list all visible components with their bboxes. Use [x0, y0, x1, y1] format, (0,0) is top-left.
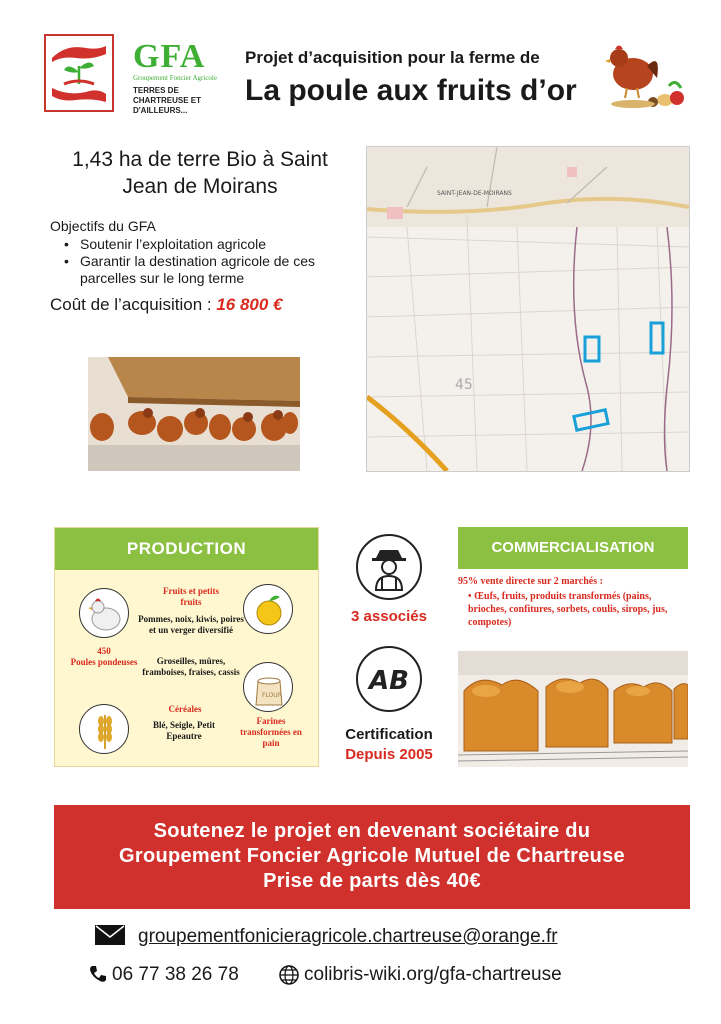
- ab-organic-icon: [356, 646, 422, 712]
- map-town-label: SAINT-JEAN-DE-MOIRANS: [437, 190, 512, 197]
- certification-label: Certification: [345, 726, 433, 743]
- hen-icon: [79, 588, 129, 638]
- support-banner: [54, 805, 690, 909]
- gfa-tagline: TERRES DE CHARTREUSE ET D'AILLEURS...: [133, 86, 202, 115]
- commercialisation-detail: [468, 590, 688, 629]
- list-item: • Garantir la destination agricole de ces parcelles sur le long terme: [64, 253, 354, 287]
- chickens-photo: [88, 357, 300, 471]
- production-heading: PRODUCTION: [55, 528, 318, 570]
- cereals-text: Blé, Seigle, Petit Epeautre: [153, 720, 215, 741]
- commercialisation-detail-text: Œufs, fruits, produits transformés (pains, brioches, confitures, sorbets, coulis, sirops, jus, compotes): [468, 591, 668, 628]
- cereals-title: Céréales: [168, 704, 202, 714]
- farmer-icon: [356, 534, 422, 600]
- gfa-logo: [44, 34, 114, 112]
- globe-icon: [278, 964, 300, 992]
- email-address[interactable]: groupementfonicieragricole.chartreuse@orange.fr: [138, 926, 558, 947]
- flour-title: Farines transformées en pain: [240, 716, 302, 748]
- email-link[interactable]: [138, 926, 558, 948]
- lemon-icon: [243, 584, 293, 634]
- flour-bag-icon: [243, 662, 293, 712]
- commercialisation-heading: COMMERCIALISATION: [458, 527, 688, 569]
- bullet: •: [468, 591, 475, 602]
- production-panel: [54, 527, 319, 767]
- wheat-icon: [79, 704, 129, 754]
- flour-bag-label: FLOUR: [262, 692, 282, 699]
- objectives-heading: Objectifs du GFA: [50, 218, 156, 234]
- gfa-subtitle: Groupement Foncier Agricole: [133, 74, 217, 82]
- hands-plant-icon: [46, 36, 112, 110]
- objectives-list: [64, 236, 354, 287]
- fruits-title: Fruits et petits fruits: [163, 586, 219, 607]
- banner-line-2: Groupement Foncier Agricole Mutuel de Chartreuse: [119, 845, 625, 867]
- associates-count: 3 associés: [351, 608, 427, 625]
- fruits-text-1: Pommes, noix, kiwis, poires et un verger diversifié: [138, 614, 244, 635]
- hen-illustration: [603, 38, 689, 110]
- phone-icon: [88, 964, 108, 990]
- phone-number[interactable]: 06 77 38 26 78: [112, 964, 239, 985]
- title-line1: Projet d’acquisition pour la ferme de: [245, 48, 540, 67]
- banner-line-3: Prise de parts dès 40€: [263, 870, 481, 892]
- website-link[interactable]: colibris-wiki.org/gfa-chartreuse: [304, 964, 562, 985]
- certification-since: Depuis 2005: [345, 746, 433, 763]
- list-item: • Soutenir l’exploitation agricole: [64, 236, 354, 253]
- gfa-name: GFA: [133, 38, 206, 75]
- map-road-number: 45: [455, 377, 473, 393]
- commercialisation-line: 95% vente directe sur 2 marchés :: [458, 576, 603, 587]
- parcels-map: [366, 146, 690, 472]
- cost-value: 16 800 €: [216, 295, 283, 314]
- fruits-text-2: Groseilles, mûres, framboises, fraises, cassis: [142, 656, 240, 677]
- cost-label: Coût de l’acquisition :: [50, 295, 212, 314]
- email-icon: [94, 924, 126, 952]
- intro-title: 1,43 ha de terre Bio à Saint Jean de Moirans: [72, 148, 328, 198]
- ab-label: AB: [369, 666, 409, 696]
- banner-line-1: Soutenez le projet en devenant sociétaire du: [153, 820, 591, 842]
- hens-label: Poules pondeuses: [70, 657, 138, 667]
- hens-count: 450: [97, 646, 111, 656]
- acquisition-cost: [50, 295, 283, 315]
- brioche-photo: [458, 651, 688, 767]
- title-line2: La poule aux fruits d’or: [245, 74, 577, 107]
